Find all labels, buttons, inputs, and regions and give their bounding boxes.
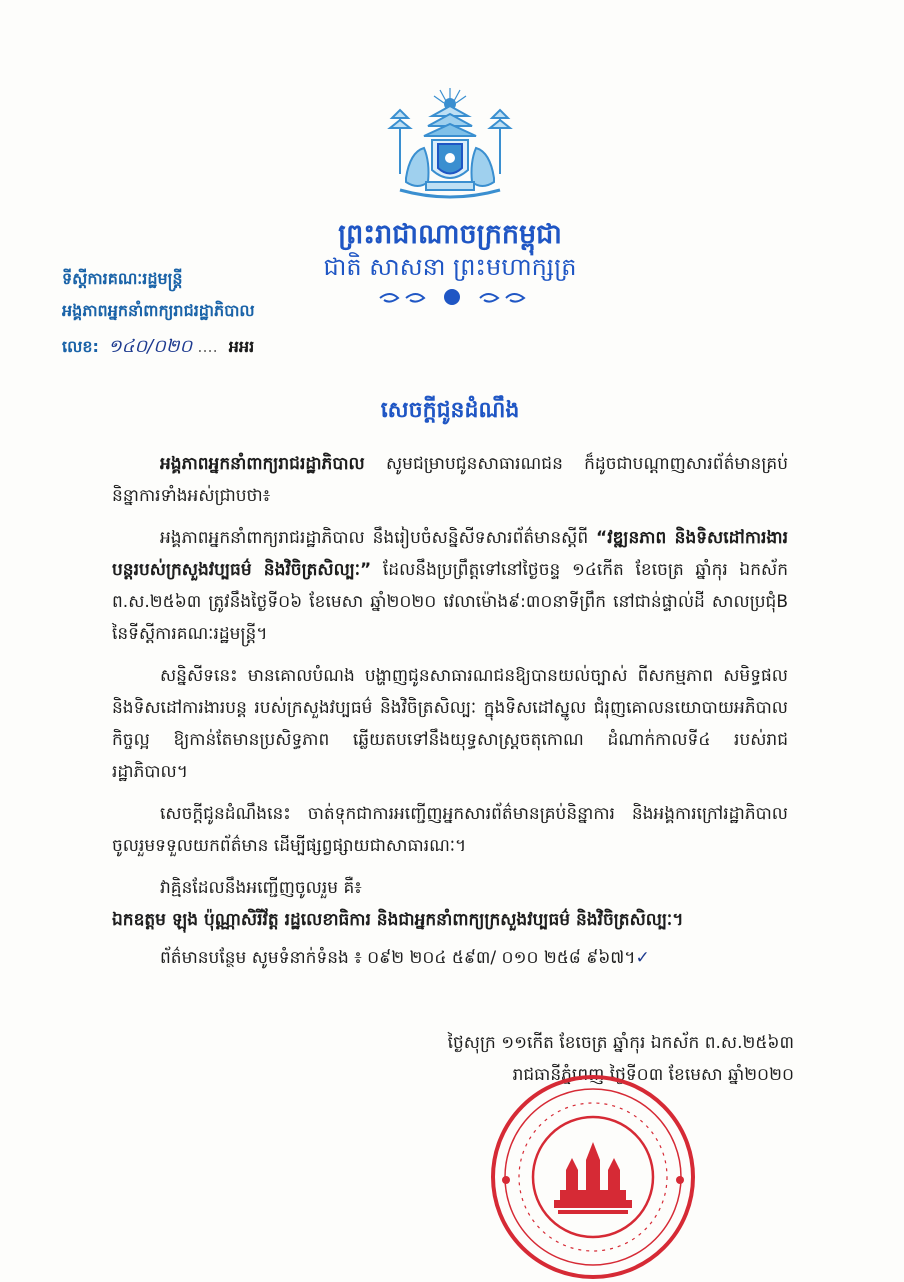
- kingdom-title: ព្រះរាជាណាចក្រកម្ពុជា: [338, 219, 562, 250]
- paragraph-3: សន្និសីទនេះ មានគោលបំណង បង្ហាញជូនសាធារណជនឱ្យបានយល់ច្បាស់ ពីសកម្មភាព សមិទ្ធផល និងទិសដៅការងារបន្ត របស់ក្រសួងវប្បធម៌ និងវិចិត្រសិល្បៈ ក្នុងទិសដៅស្នូល ជំរុញគោលនយោបាយអភិបាលកិច្ចល្អ ឱ្យកាន់តែមានប្រសិទ្ធភាព ឆ្លើយតបទៅនឹងយុទ្ធសាស្ត្រចតុកោណ ដំណាក់កាលទី៤ របស់រាជរដ្ឋាភិបាល។: [112, 666, 788, 782]
- royal-coat-of-arms-icon: [370, 82, 530, 207]
- official-seal-icon: [488, 1072, 698, 1282]
- document-title: សេចក្តីជូនដំណឹង: [380, 398, 520, 423]
- solar-date: រាជធានីភ្នំពេញ ថ្ងៃទី០៣ ខែមេសា ឆ្នាំ២០២០: [512, 1065, 794, 1085]
- contact-phones: ០៩២ ២០៤ ៥៩៣/ ០១០ ២៥៨ ៩៦៧។: [367, 948, 636, 968]
- paragraph-1: [112, 448, 788, 512]
- kingdom-motto: ជាតិ សាសនា ព្រះមហាក្សត្រ: [323, 253, 577, 281]
- issuer-office: ទីស្តីការគណៈរដ្ឋមន្ត្រី: [62, 269, 183, 288]
- speaker-name: ឯកឧត្តម ឡុង ប៉ុណ្ណាសិរីវ័ត្ត រដ្ឋលេខាធិការ និងជាអ្នកនាំពាក្យក្រសួងវប្បធម៌ និងវិចិត្រសិល្បៈ។: [112, 910, 684, 930]
- document-body: [112, 448, 788, 984]
- paragraph-6: [112, 904, 788, 936]
- p1-text: សូមជម្រាបជូនសាធារណជន ក៏ដូចជាបណ្តាញសារព័ត៌មានគ្រប់និន្នាការទាំងអស់ជ្រាបថា៖: [112, 454, 788, 506]
- ornamental-divider-icon: [372, 286, 532, 308]
- paragraph-5: វាគ្មិនដែលនឹងអញ្ជើញចូលរួម គឺ៖: [160, 878, 362, 898]
- reference-handwritten-number: ១៤០/០២០: [107, 336, 193, 357]
- paragraph-4: សេចក្តីជូនដំណឹងនេះ ចាត់ទុកជាការអញ្ជើញអ្នកសារព័ត៌មានគ្រប់និន្នាការ និងអង្គការក្រៅរដ្ឋាភិបាល ចូលរួមទទួលយកព័ត៌មាន ដើម្បីផ្សព្វផ្សាយជាសាធារណៈ។: [112, 804, 788, 856]
- paragraph-2: [112, 522, 788, 650]
- reference-dots: ....: [197, 337, 218, 356]
- reference-label: លេខ:: [62, 337, 99, 356]
- lunar-date: ថ្ងៃសុក្រ ១១កើត ខែចេត្រ ឆ្នាំកុរ ឯកស័ក ព.ស.២៥៦៣: [447, 1033, 794, 1053]
- issuer-unit: អង្គភាពអ្នកនាំពាក្យរាជរដ្ឋាភិបាល: [62, 301, 255, 320]
- paragraph-7: [112, 942, 788, 974]
- p1-bold: អង្គភាពអ្នកនាំពាក្យរាជរដ្ឋាភិបាល: [160, 454, 365, 474]
- reference-suffix: អអរ: [228, 337, 255, 356]
- reference-number: [62, 334, 254, 361]
- contact-label: ព័ត៌មានបន្ថែម សូមទំនាក់ទំនង ៖: [160, 948, 368, 968]
- p2-topic: “វឌ្ឍនភាព និងទិសដៅការងារបន្តរបស់ក្រសួងវប្បធម៌ និងវិចិត្រសិល្បៈ”: [112, 528, 788, 580]
- p2-start: អង្គភាពអ្នកនាំពាក្យរាជរដ្ឋាភិបាល នឹងរៀបចំសន្និសីទសារព័ត៌មានស្តីពី: [160, 528, 597, 548]
- check-mark-icon: ✓: [635, 948, 650, 968]
- p2-end: ដែលនឹងប្រព្រឹត្តទៅនៅថ្ងៃចន្ទ ១៤កើត ខែចេត្រ ឆ្នាំកុរ ឯកស័ក ព.ស.២៥៦៣ ត្រូវនឹងថ្ងៃទី០៦ ខែមេសា ឆ្នាំ២០២០ វេលាម៉ោង៩:៣០នាទីព្រឹក នៅជាន់ផ្ទាល់ដី សាលប្រជុំB នៃទីស្តីការគណៈរដ្ឋមន្ត្រី។: [112, 560, 788, 644]
